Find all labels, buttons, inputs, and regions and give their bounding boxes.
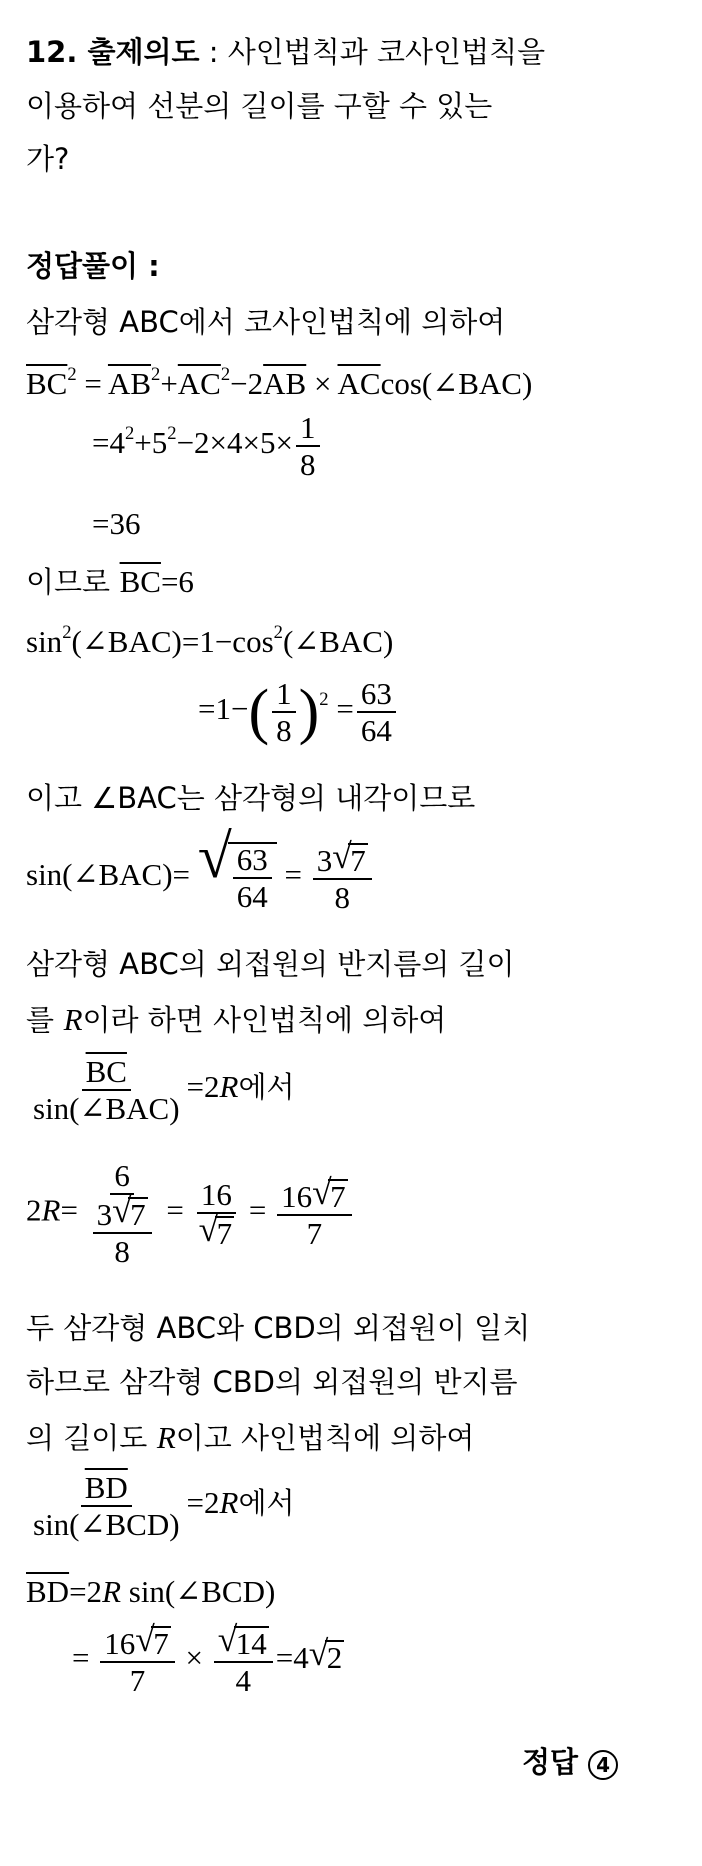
result-coef: =4 (275, 1640, 309, 1676)
angle-interior-line: 이고 ∠BAC는 삼각형의 내각이므로 (26, 781, 476, 815)
frac-den: sin(∠BCD) (33, 1507, 180, 1542)
segment-ac: $\overline{AC}$ (177, 366, 221, 401)
var-r-2: R (219, 1069, 239, 1105)
sin-fn: sin (26, 624, 63, 659)
two-triangles-line-2: 하므로 삼각형 CBD의 외접원의 반지름 (26, 1365, 518, 1399)
segment-bc-2: $\overline{BC}$ (119, 564, 161, 599)
fraction-bd-over-sin (29, 1472, 184, 1540)
frac-den: 8 (114, 1234, 130, 1269)
text-length-also: 의 길이도 (26, 1421, 148, 1455)
frac-num: 63 (357, 678, 396, 713)
solution-label: 정답풀이 : (26, 249, 160, 283)
cosine-law-equation: $\overline{BC}^2 = \overline{AB}^2+\overline{AC}^2-2\overline{AB}$ × $\overline{AC}\cos(\angle BAC)$ (26, 364, 533, 401)
sin-squared-identity: $\sin^2(\angle BAC)=1-\cos^2(\angle BAC)$ (26, 622, 394, 659)
frac-num: 1 (296, 412, 320, 447)
fraction-bc-over-sin (29, 1056, 184, 1124)
equals-2: =2 (186, 1485, 220, 1521)
sqrt-63-64: √ $\frac{63}{64}$ (198, 842, 277, 912)
intent-text: : 사인법칙과 코사인법칙을 (199, 35, 546, 69)
coef-3: 3 (316, 843, 333, 878)
coef-16: 16 (104, 1626, 136, 1661)
frac-den: 7 (129, 1663, 146, 1698)
fraction-3root7-8: 3 √ 7 8 (313, 843, 372, 913)
solution-line-1: 삼각형 ABC에서 코사인법칙에 의하여 (26, 305, 506, 339)
cosine-result: =36 (92, 506, 141, 541)
term-4: =4 (92, 425, 125, 461)
var-r-3: R (41, 1192, 61, 1228)
text-sine-law: 이라 하면 사인법칙에 의하여 (82, 1003, 447, 1037)
fraction-one-eighth (296, 412, 320, 480)
one-minus: =1− (198, 691, 249, 727)
radicand-7: 7 (130, 1197, 146, 1232)
frac-den: sin(∠BAC) (33, 1091, 180, 1126)
fraction-63-64 (357, 678, 396, 746)
segment-ab: $\overline{AB}$ (107, 366, 152, 401)
answer-choice: 4 (588, 1750, 618, 1780)
sine-law-bcd (26, 1472, 295, 1540)
segment-ab-2: $\overline{AB}$ (263, 366, 307, 401)
text-reul: 를 (26, 1003, 55, 1037)
frac-den: 8 (276, 713, 292, 748)
sin-squared-value: =1−( $\frac{1}{8}$ )$^2$ = $\frac{63}{64}$ (198, 678, 399, 746)
two-r-computation (26, 1160, 355, 1267)
fraction-6-over: 6 3 √ 7 8 (89, 1160, 156, 1267)
bc-value-line (26, 566, 194, 598)
text-eseo-2: 에서 (238, 1486, 295, 1521)
radicand-7: 7 (216, 1215, 233, 1251)
var-r: R (63, 1002, 83, 1037)
text-imeuro: 이므로 (26, 565, 111, 599)
var-r-5: R (219, 1485, 239, 1521)
frac-num: 16 (197, 1179, 236, 1214)
frac-num: 6 (110, 1160, 134, 1195)
radicand-2: 2 (326, 1640, 343, 1676)
equals-2: =2 (69, 1574, 103, 1609)
identity-end: (∠BAC) (282, 624, 394, 659)
equals: = (72, 1640, 90, 1676)
var-r-6: R (102, 1574, 121, 1609)
frac-den: 8 (334, 880, 351, 915)
sin-bac-value (26, 823, 375, 915)
question-intent-line-2: 이용하여 선분의 길이를 구할 수 있는 (26, 89, 493, 123)
bd-expression (26, 1576, 275, 1607)
frac-num: 63 (233, 844, 272, 879)
equals: = (284, 857, 303, 893)
frac-den: 8 (300, 447, 316, 482)
equals: = (248, 1192, 267, 1228)
fraction-63-64-2 (233, 844, 272, 912)
fraction-16root7-7-2: 16 √ 7 7 (100, 1626, 175, 1696)
frac-den: 4 (235, 1663, 251, 1698)
cosine-substitution: $=4^2+5^2-2\times 4\times 5\times$ $\frac{1}{8}$ (92, 412, 323, 480)
frac-num: 1 (272, 678, 296, 713)
segment-ac-2: $\overline{AC}$ (337, 366, 381, 401)
frac-den: 64 (360, 713, 392, 748)
sin-bac-lhs: sin(∠BAC)= (26, 857, 191, 893)
segment-bd: $\overline{BD}$ (84, 1470, 128, 1505)
bc-value: =6 (160, 564, 194, 599)
var-r-4: R (156, 1420, 176, 1455)
fraction-16-root7: 16 √ 7 (195, 1179, 239, 1249)
segment-bc: $\overline{BC}$ (26, 366, 68, 401)
circumradius-line-1: 삼각형 ABC의 외접원의 반지름의 길이 (26, 947, 515, 981)
equals-2: =2 (186, 1069, 220, 1105)
sin-bcd: sin(∠BCD) (128, 1574, 276, 1609)
term-5: +5 (134, 425, 168, 461)
fraction-16root7-7: 16 √ 7 7 (277, 1179, 352, 1249)
equals: = (166, 1192, 184, 1228)
fraction-root14-4: √ 14 4 (214, 1626, 273, 1696)
question-number: 12. 출제의도 (26, 35, 200, 69)
segment-bc-3: $\overline{BC}$ (85, 1054, 127, 1089)
question-intent-line-3: 가? (26, 142, 70, 176)
frac-den: 64 (236, 879, 268, 914)
coef-16: 16 (281, 1178, 313, 1214)
answer-line (522, 1745, 618, 1780)
question-intent-line-1 (26, 35, 546, 69)
term-product: −2×4×5× (176, 425, 293, 461)
two-triangles-line-1: 두 삼각형 ABC와 CBD의 외접원이 일치 (26, 1311, 531, 1345)
radicand-7: 7 (330, 1178, 346, 1214)
circumradius-line-2 (26, 1004, 446, 1036)
coef-3: 3 (96, 1197, 113, 1232)
radicand-7: 7 (350, 843, 366, 878)
frac-den: 7 (306, 1215, 323, 1251)
cos-term: cos(∠BAC) (380, 366, 533, 401)
two-triangles-line-3 (26, 1422, 474, 1454)
coef-2: 2 (26, 1192, 42, 1228)
fraction-one-eighth-2 (272, 678, 296, 746)
segment-bd-2: $\overline{BD}$ (26, 1574, 70, 1609)
identity-mid: (∠BAC)=1−cos (71, 624, 274, 659)
text-eseo: 에서 (238, 1070, 295, 1105)
equals: = (60, 1192, 78, 1228)
radicand-14: 14 (235, 1626, 267, 1661)
sine-law-bac (26, 1056, 295, 1124)
radicand-7: 7 (153, 1626, 169, 1661)
final-computation: = 16 √ 7 7 × √ 14 4 =4 √ 2 (72, 1619, 343, 1698)
answer-label: 정답 (522, 1745, 579, 1779)
times: × (185, 1640, 203, 1676)
text-sine-law-2: 이고 사인법칙에 의하여 (175, 1421, 475, 1455)
equals: = (336, 691, 354, 727)
